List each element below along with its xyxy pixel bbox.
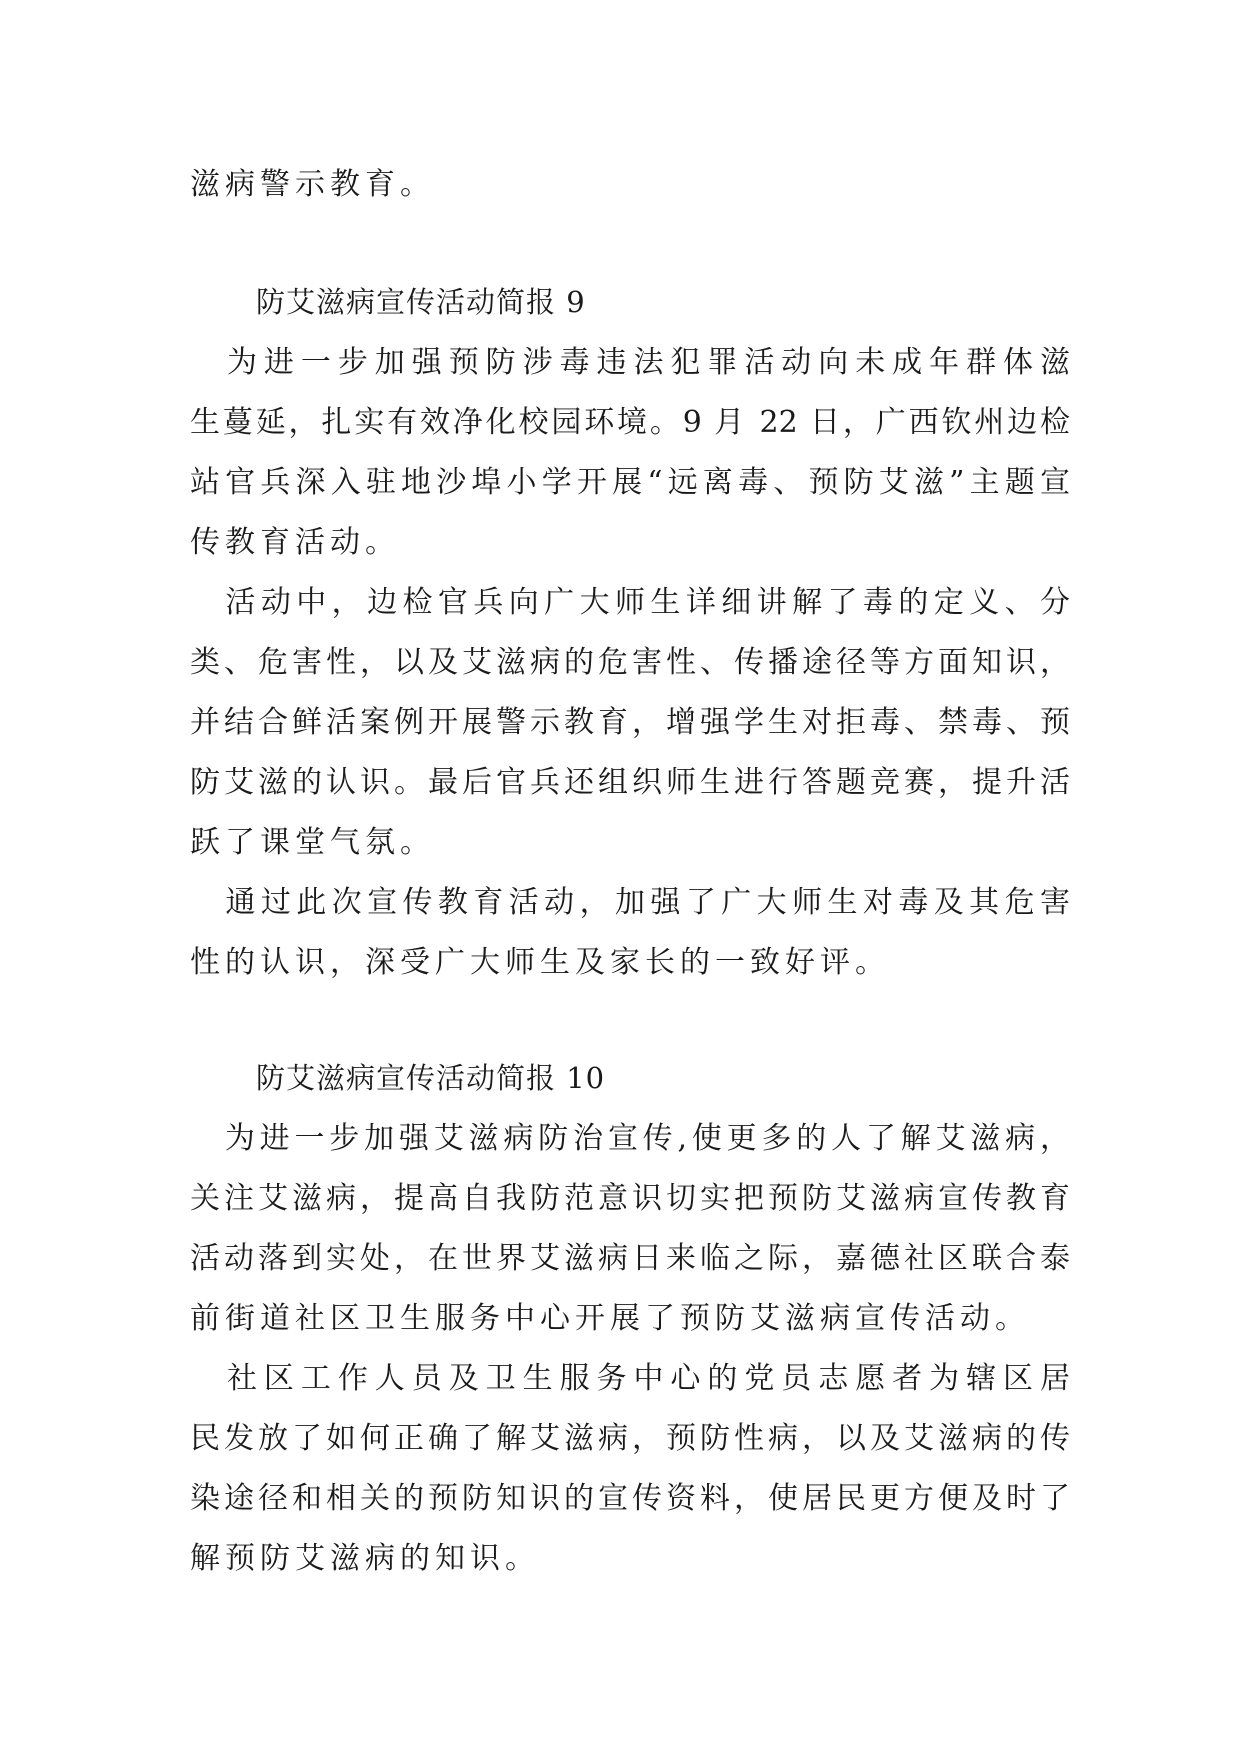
paragraph-line: 通过此次宣传教育活动，加强了广大师生对毒及其危害 bbox=[190, 885, 1070, 920]
paragraph-line: 民发放了如何正确了解艾滋病，预防性病，以及艾滋病的传 bbox=[190, 1421, 1070, 1456]
paragraph-line: 跃了课堂气氛。 bbox=[190, 825, 435, 860]
paragraph-line: 染途径和相关的预防知识的宣传资料，使居民更方便及时了 bbox=[190, 1481, 1070, 1516]
paragraph-line: 站官兵深入驻地沙埠小学开展“远离毒、预防艾滋”主题宣 bbox=[190, 465, 1070, 500]
paragraph-line: 性的认识，深受广大师生及家长的一致好评。 bbox=[190, 945, 890, 980]
paragraph-line: 关注艾滋病，提高自我防范意识切实把预防艾滋病宣传教育 bbox=[190, 1181, 1070, 1216]
paragraph-line: 解预防艾滋病的知识。 bbox=[190, 1541, 540, 1576]
paragraph-line: 类、危害性，以及艾滋病的危害性、传播途径等方面知识， bbox=[190, 645, 1070, 680]
section-heading-9: 防艾滋病宣传活动简报 9 bbox=[256, 285, 586, 319]
paragraph-line: 传教育活动。 bbox=[190, 525, 400, 560]
paragraph-line: 为进一步加强艾滋病防治宣传,使更多的人了解艾滋病， bbox=[190, 1121, 1070, 1156]
paragraph-line: 并结合鲜活案例开展警示教育，增强学生对拒毒、禁毒、预 bbox=[190, 705, 1070, 740]
paragraph-line: 为进一步加强预防涉毒违法犯罪活动向未成年群体滋 bbox=[190, 345, 1070, 380]
paragraph-line: 滋病警示教育。 bbox=[190, 167, 435, 202]
paragraph-line: 活动落到实处，在世界艾滋病日来临之际，嘉德社区联合泰 bbox=[190, 1241, 1070, 1276]
paragraph-line: 防艾滋的认识。最后官兵还组织师生进行答题竞赛，提升活 bbox=[190, 765, 1070, 800]
paragraph-line: 活动中，边检官兵向广大师生详细讲解了毒的定义、分 bbox=[190, 585, 1070, 620]
section-heading-10: 防艾滋病宣传活动简报 10 bbox=[256, 1061, 606, 1095]
paragraph-line: 生蔓延，扎实有效净化校园环境。9 月 22 日，广西钦州边检 bbox=[190, 405, 1070, 440]
paragraph-line: 前街道社区卫生服务中心开展了预防艾滋病宣传活动。 bbox=[190, 1301, 1030, 1336]
paragraph-line: 社区工作人员及卫生服务中心的党员志愿者为辖区居 bbox=[190, 1361, 1070, 1396]
